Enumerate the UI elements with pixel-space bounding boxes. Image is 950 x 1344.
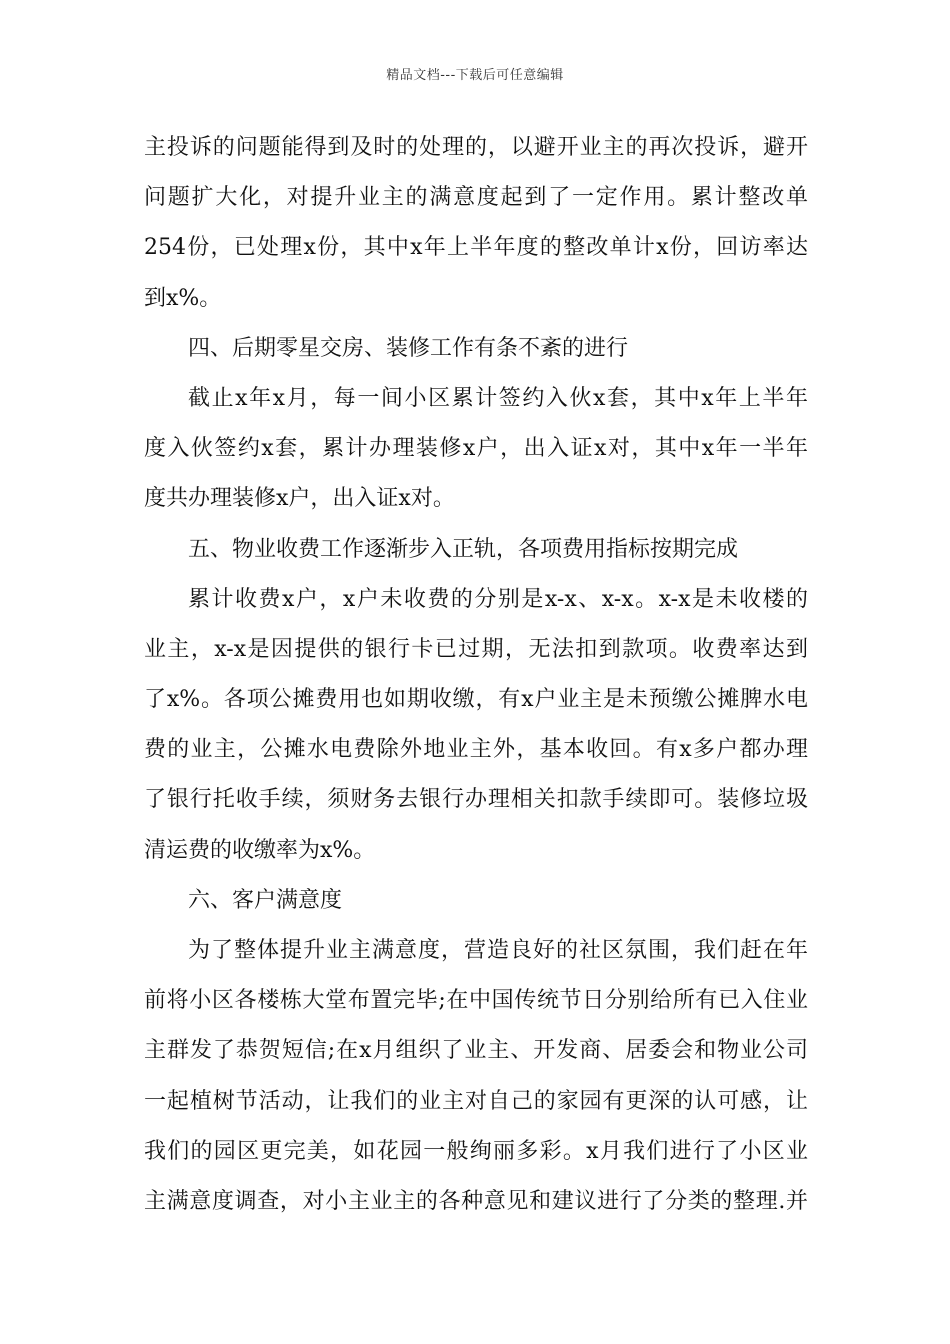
text-line: 为了整体提升业主满意度，营造良好的社区氛围，我们赶在年 bbox=[188, 938, 808, 963]
text-line: 业主，x-x是因提供的银行卡已过期，无法扣到款项。收费率达到 bbox=[144, 636, 808, 662]
text-line: 问题扩大化，对提升业主的满意度起到了一定作用。累计整改单 bbox=[144, 185, 808, 211]
text-line: 截止x年x月，每一间小区累计签约入伙x套，其中x年上半年 bbox=[188, 385, 808, 411]
text-line: 到x%。 bbox=[144, 285, 222, 311]
text-line: 度入伙签约x套，累计办理装修x户，出入证x对，其中x年一半年 bbox=[144, 436, 808, 462]
text-line: 度共办理装修x户，出入证x对。 bbox=[144, 486, 455, 512]
page-header: 精品文档---下载后可任意编辑 bbox=[386, 68, 564, 83]
text-line: 前将小区各楼栋大堂布置完毕;在中国传统节日分别给所有已入住业 bbox=[144, 988, 808, 1014]
text-line: 六、客户满意度 bbox=[188, 887, 343, 913]
text-line: 费的业主，公摊水电费除外地业主外，基本收回。有x多户都办理 bbox=[144, 737, 808, 763]
text-line: 254份，已处理x份，其中x年上半年度的整改单计x份，回访率达 bbox=[144, 235, 808, 261]
text-line: 了银行托收手续，须财务去银行办理相关扣款手续即可。装修垃圾 bbox=[144, 787, 808, 813]
text-line: 一起植树节活动，让我们的业主对自己的家园有更深的认可感，让 bbox=[144, 1088, 808, 1114]
text-line: 主投诉的问题能得到及时的处理的，以避开业主的再次投诉，避开 bbox=[144, 135, 808, 160]
text-line: 清运费的收缴率为x%。 bbox=[144, 837, 376, 863]
text-line: 主群发了恭贺短信;在x月组织了业主、开发商、居委会和物业公司 bbox=[144, 1038, 808, 1064]
text-line: 四、后期零星交房、装修工作有条不紊的进行 bbox=[188, 335, 629, 361]
text-line: 我们的园区更完美，如花园一般绚丽多彩。x月我们进行了小区业 bbox=[144, 1138, 808, 1164]
text-line: 主满意度调查，对小主业主的各种意见和建议进行了分类的整理.并 bbox=[144, 1188, 808, 1214]
text-line: 五、物业收费工作逐渐步入正轨，各项费用指标按期完成 bbox=[188, 536, 739, 562]
text-line: 累计收费x户，x户未收费的分别是x-x、x-x。x-x是未收楼的 bbox=[188, 586, 808, 612]
document-body bbox=[144, 130, 808, 1234]
text-line: 了x%。各项公摊费用也如期收缴，有x户业主是未预缴公摊脾水电 bbox=[144, 687, 808, 713]
